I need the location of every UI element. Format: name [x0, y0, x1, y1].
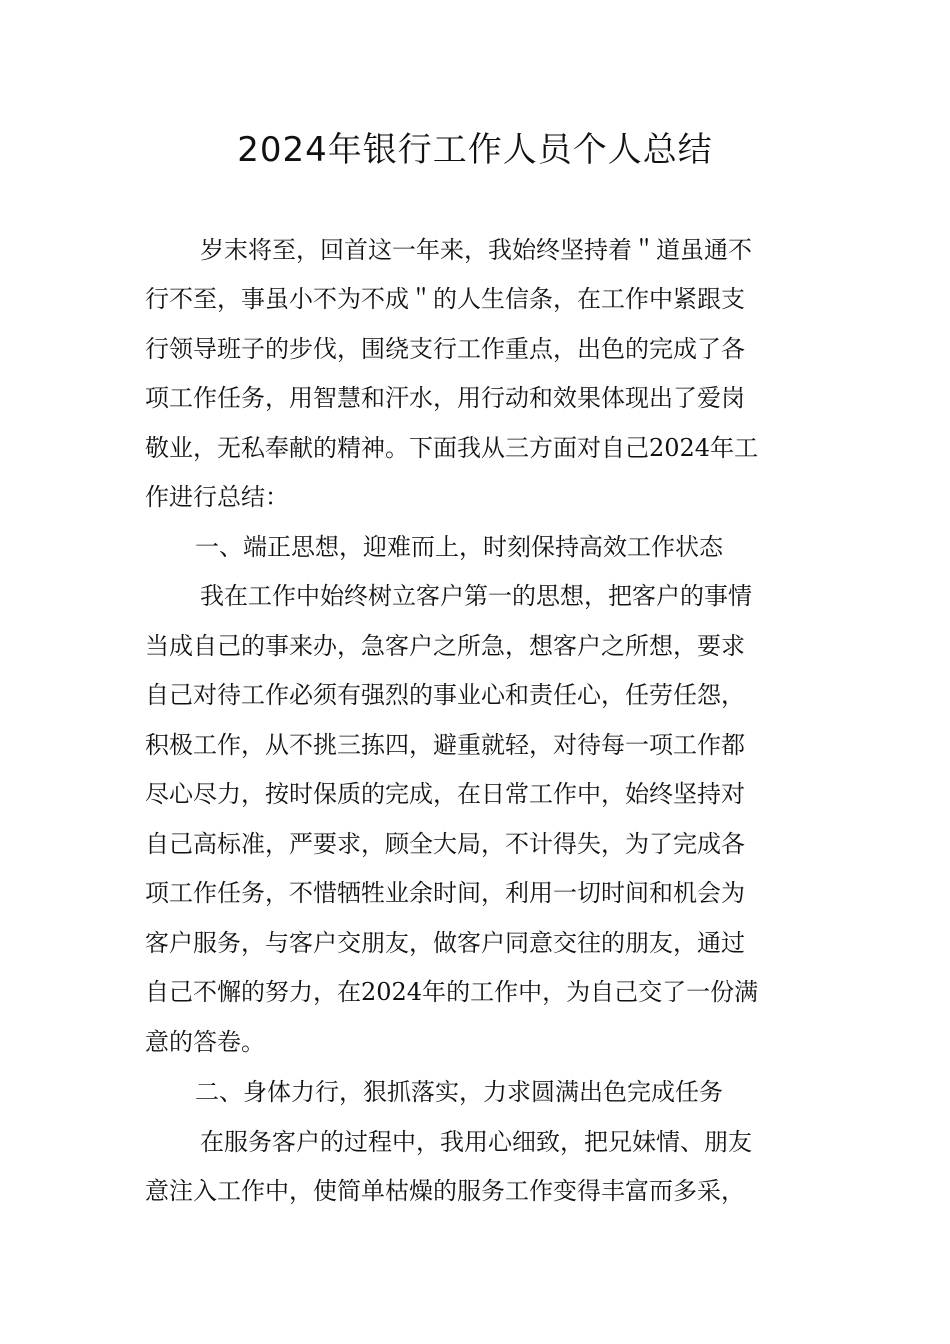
- paragraph-line: 当成自己的事来办，急客户之所急，想客户之所想，要求: [145, 632, 745, 660]
- section-heading-1: 一、端正思想，迎难而上，时刻保持高效工作状态: [195, 533, 723, 561]
- paragraph-line: 项工作任务，不惜牺牲业余时间，利用一切时间和机会为: [145, 879, 745, 907]
- paragraph-line: 敬业，无私奉献的精神。下面我从三方面对自己2024年工: [145, 434, 759, 462]
- paragraph-line: 在服务客户的过程中，我用心细致，把兄妹情、朋友: [200, 1128, 752, 1156]
- paragraph-line: 我在工作中始终树立客户第一的思想，把客户的事情: [200, 582, 752, 610]
- paragraph-line: 项工作任务，用智慧和汗水，用行动和效果体现出了爱岗: [145, 384, 745, 412]
- paragraph-line: 自己高标准，严要求，顾全大局，不计得失，为了完成各: [145, 830, 745, 858]
- paragraph-line: 客户服务，与客户交朋友，做客户同意交往的朋友，通过: [145, 929, 745, 957]
- paragraph-line: 意的答卷。: [145, 1028, 265, 1056]
- section-heading-2: 二、身体力行，狠抓落实，力求圆满出色完成任务: [195, 1078, 723, 1106]
- paragraph-line: 作进行总结：: [145, 483, 289, 511]
- paragraph-line: 尽心尽力，按时保质的完成，在日常工作中，始终坚持对: [145, 780, 745, 808]
- paragraph-line: 岁末将至，回首这一年来，我始终坚持着＂道虽通不: [200, 236, 752, 264]
- paragraph-line: 积极工作，从不挑三拣四，避重就轻，对待每一项工作都: [145, 731, 745, 759]
- paragraph-line: 行不至，事虽小不为不成＂的人生信条，在工作中紧跟支: [145, 285, 745, 313]
- paragraph-line: 行领导班子的步伐，围绕支行工作重点，出色的完成了各: [145, 335, 745, 363]
- paragraph-line: 自己对待工作必须有强烈的事业心和责任心，任劳任怨，: [145, 681, 745, 709]
- paragraph-line: 意注入工作中，使简单枯燥的服务工作变得丰富而多采，: [145, 1177, 745, 1205]
- document-title: 2024年银行工作人员个人总结: [237, 130, 713, 170]
- paragraph-line: 自己不懈的努力，在2024年的工作中，为自己交了一份满: [145, 978, 759, 1006]
